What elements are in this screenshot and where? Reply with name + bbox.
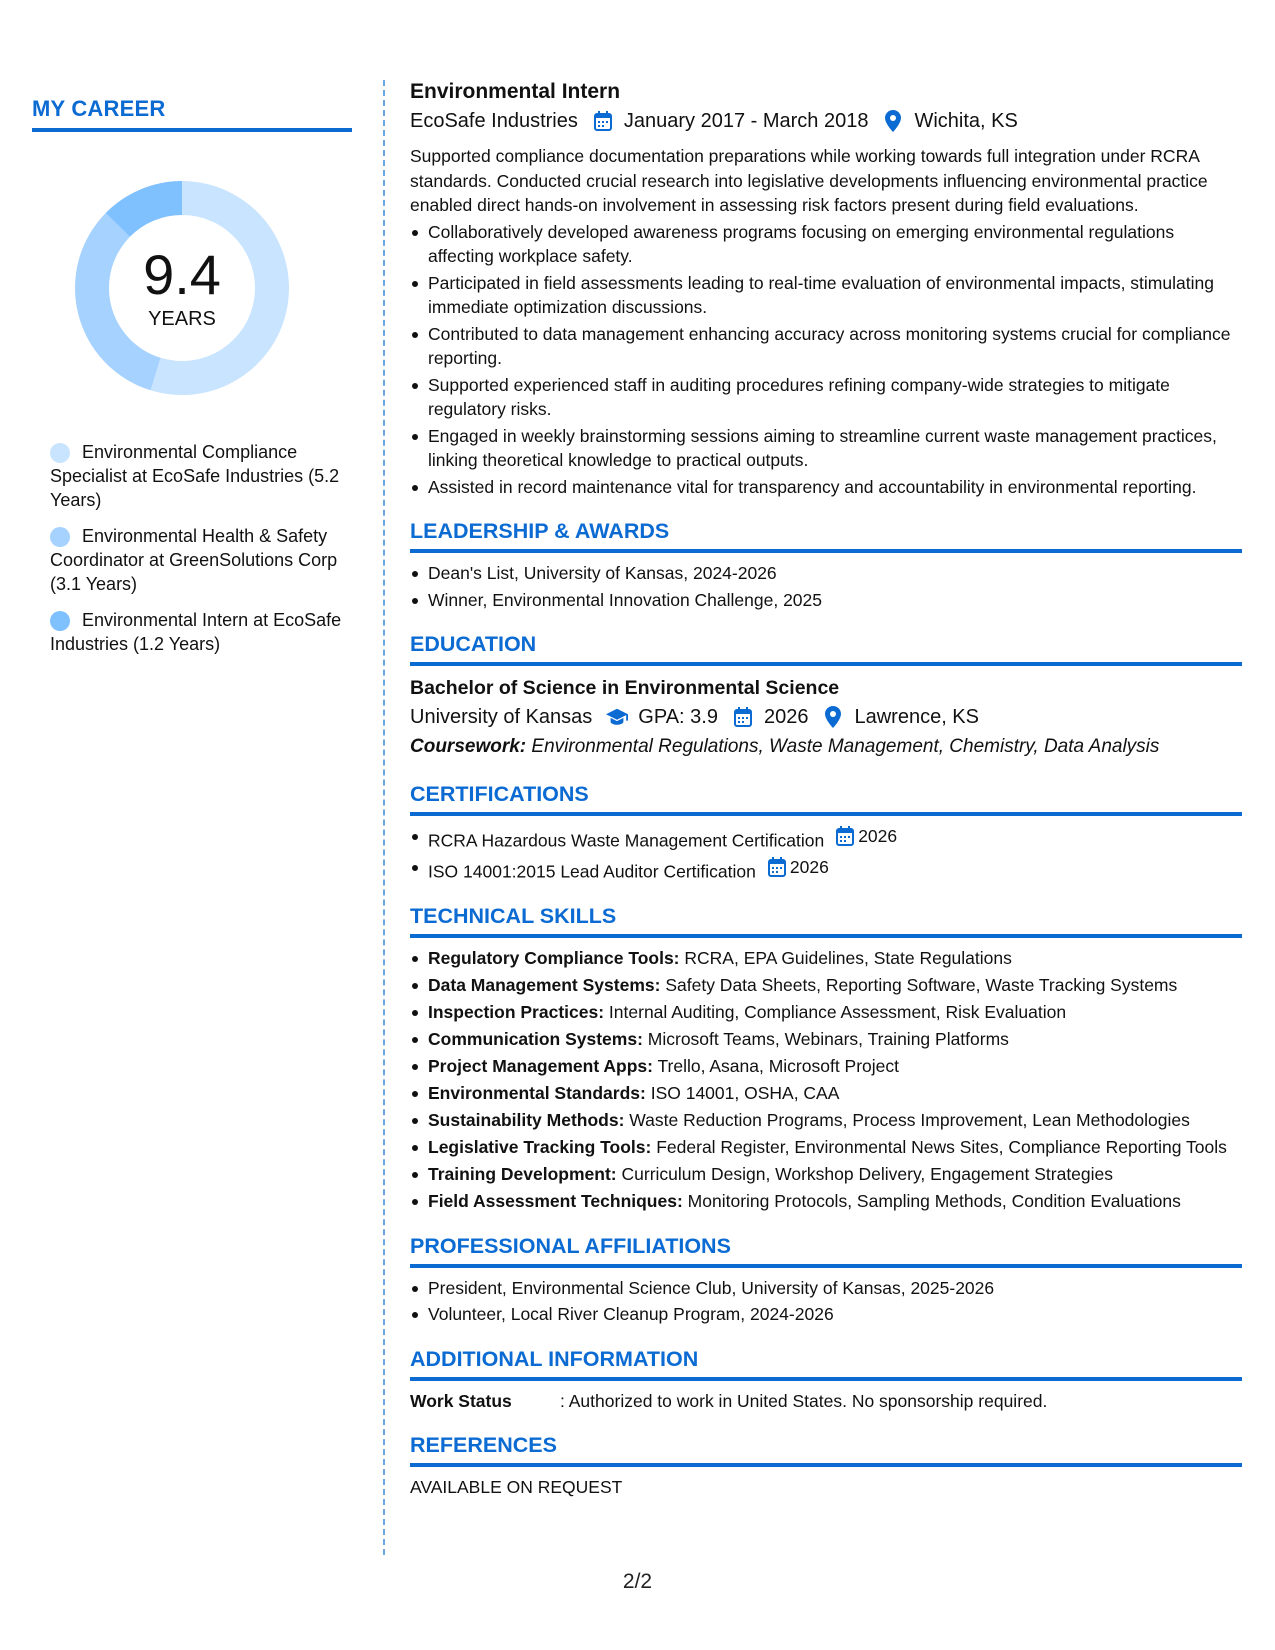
skills-heading: TECHNICAL SKILLS (410, 902, 1242, 938)
career-legend-item (32, 608, 352, 656)
legend-dot (50, 527, 70, 547)
coursework-list: Environmental Regulations, Waste Management, Chemistry, Data Analysis (531, 736, 1160, 757)
job-title: Environmental Intern (410, 80, 621, 103)
career-heading: MY CAREER (32, 96, 352, 132)
skill-value: Microsoft Teams, Webinars, Training Platforms (647, 1028, 1009, 1049)
legend-dot (50, 443, 70, 463)
education-meta (410, 702, 1242, 732)
job-bullet: Participated in field assessments leading to real-time evaluation of environmental impacts, stimulating immediate optimization discussions. (410, 271, 1242, 320)
skill-value: Waste Reduction Programs, Process Improvement, Lean Methodologies (629, 1110, 1190, 1131)
career-sidebar (32, 96, 352, 668)
skills-list (410, 946, 1242, 1214)
skill-label: Data Management Systems: (428, 974, 661, 995)
certification-name: RCRA Hazardous Waste Management Certification (428, 830, 825, 851)
job-bullet: Supported experienced staff in auditing procedures refining company-wide strategies to mitigate regulatory risks. (410, 373, 1242, 422)
job-bullet: Engaged in weekly brainstorming sessions aiming to streamline current waste management practices, linking theoretical knowledge to practical outputs. (410, 424, 1242, 473)
graduation-cap-icon (606, 706, 628, 728)
skill-label: Field Assessment Techniques: (428, 1191, 683, 1212)
skill-value: Federal Register, Environmental News Sites, Compliance Reporting Tools (656, 1137, 1227, 1158)
affiliations-list (410, 1276, 1242, 1327)
skill-label: Training Development: (428, 1164, 617, 1185)
legend-label: Environmental Intern at EcoSafe Industries (1.2 Years) (50, 610, 342, 654)
job-meta (410, 106, 1242, 136)
certifications-list (410, 824, 1242, 884)
legend-label: Environmental Health & Safety Coordinator at GreenSolutions Corp (3.1 Years) (50, 526, 338, 594)
career-legend-item (32, 524, 352, 596)
skill-item (410, 1027, 1242, 1052)
work-status-value: : Authorized to work in United States. No sponsorship required. (560, 1390, 1048, 1411)
total-years-unit: YEARS (148, 307, 216, 330)
skill-item (410, 946, 1242, 971)
coursework (410, 732, 1242, 762)
certification-year: 2026 (858, 826, 898, 846)
page-number: 2/2 (622, 1570, 653, 1593)
skill-value: Curriculum Design, Workshop Delivery, Engagement Strategies (621, 1164, 1114, 1185)
certifications-heading: CERTIFICATIONS (410, 780, 1242, 816)
job-bullet: Contributed to data management enhancing accuracy across monitoring systems crucial for compliance reporting. (410, 322, 1242, 371)
skill-value: RCRA, EPA Guidelines, State Regulations (684, 947, 1012, 968)
graduation-year: 2026 (763, 706, 809, 728)
skill-label: Communication Systems: (428, 1028, 643, 1049)
skill-label: Legislative Tracking Tools: (428, 1137, 652, 1158)
location-pin-icon (822, 706, 844, 728)
column-divider (383, 80, 385, 1555)
calendar-icon (836, 826, 856, 846)
skill-value: Trello, Asana, Microsoft Project (657, 1055, 900, 1076)
career-legend (32, 440, 352, 656)
skill-item (410, 1000, 1242, 1025)
job-bullet: Assisted in record maintenance vital for transparency and accountability in environmental reporting. (410, 475, 1242, 500)
legend-dot (50, 611, 70, 631)
school-name: University of Kansas (410, 706, 593, 728)
calendar-icon (592, 110, 614, 132)
job-bullet: Collaboratively developed awareness programs focusing on emerging environmental regulations affecting workplace safety. (410, 220, 1242, 269)
skill-item (410, 1054, 1242, 1079)
location-pin-icon (882, 110, 904, 132)
skill-value: Monitoring Protocols, Sampling Methods, Condition Evaluations (687, 1191, 1181, 1212)
calendar-icon (768, 857, 788, 877)
calendar-icon (732, 706, 754, 728)
skill-item (410, 1189, 1242, 1214)
affiliations-heading: PROFESSIONAL AFFILIATIONS (410, 1232, 1242, 1268)
skill-item (410, 1081, 1242, 1106)
degree-title: Bachelor of Science in Environmental Science (410, 677, 840, 699)
coursework-label: Coursework: (410, 736, 527, 757)
skill-value: ISO 14001, OSHA, CAA (650, 1082, 840, 1103)
skill-label: Project Management Apps: (428, 1055, 653, 1076)
certification-year: 2026 (789, 856, 829, 877)
leadership-list (410, 561, 1242, 612)
additional-info-heading: ADDITIONAL INFORMATION (410, 1345, 1242, 1381)
main-column (410, 78, 1242, 1499)
references-heading: REFERENCES (410, 1431, 1242, 1467)
career-legend-item (32, 440, 352, 512)
leadership-heading: LEADERSHIP & AWARDS (410, 517, 1242, 553)
skill-item (410, 1135, 1242, 1160)
leadership-item: Winner, Environmental Innovation Challenge, 2025 (410, 588, 1242, 613)
gpa: GPA: 3.9 (638, 706, 718, 728)
skill-value: Safety Data Sheets, Reporting Software, Waste Tracking Systems (665, 974, 1178, 995)
skill-value: Internal Auditing, Compliance Assessment, Risk Evaluation (608, 1001, 1067, 1022)
career-donut-chart (66, 172, 298, 404)
job-dates: January 2017 - March 2018 (623, 110, 869, 132)
legend-label: Environmental Compliance Specialist at EcoSafe Industries (5.2 Years) (50, 442, 340, 510)
skill-item (410, 973, 1242, 998)
work-status-label: Work Status (410, 1390, 512, 1411)
job-bullets (410, 220, 1242, 500)
skill-label: Sustainability Methods: (428, 1110, 625, 1131)
skill-label: Inspection Practices: (428, 1001, 605, 1022)
education-heading: EDUCATION (410, 630, 1242, 666)
affiliation-item: President, Environmental Science Club, University of Kansas, 2025-2026 (410, 1276, 1242, 1301)
certification-name: ISO 14001:2015 Lead Auditor Certification (428, 861, 756, 881)
skill-item (410, 1162, 1242, 1187)
total-years-value: 9.4 (143, 242, 221, 306)
leadership-item: Dean's List, University of Kansas, 2024-2026 (410, 561, 1242, 586)
skill-label: Environmental Standards: (428, 1082, 646, 1103)
job-summary: Supported compliance documentation preparations while working towards full integration under RCRA standards. Conducted crucial research into legislative developments influencing environmental practice enabled direct hands-on involvement in assessing risk factors present during field evaluations. (410, 146, 1208, 215)
certification-item (410, 855, 1242, 884)
skill-label: Regulatory Compliance Tools: (428, 947, 680, 968)
work-status-row (410, 1389, 1242, 1413)
school-location: Lawrence, KS (854, 706, 979, 728)
certification-item (410, 824, 1242, 853)
references-text: AVAILABLE ON REQUEST (410, 1476, 623, 1497)
job-company: EcoSafe Industries (410, 110, 578, 132)
job-location: Wichita, KS (914, 110, 1018, 132)
skill-item (410, 1108, 1242, 1133)
affiliation-item: Volunteer, Local River Cleanup Program, 2024-2026 (410, 1302, 1242, 1327)
